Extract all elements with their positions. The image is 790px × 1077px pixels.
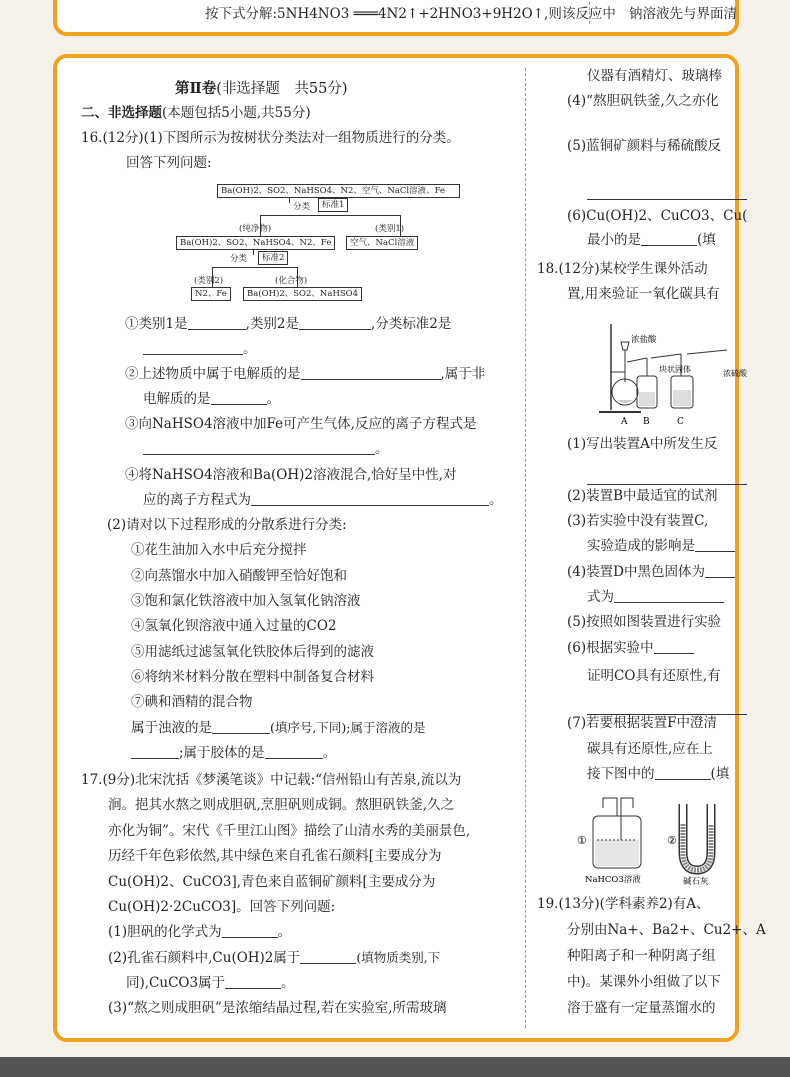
q18-stem-line: 18.(12分)某校学生课外活动 — [537, 261, 708, 277]
tree-criterion-2: 标准2 — [258, 251, 288, 265]
option-1-label: NaHCO3溶液 — [585, 875, 641, 885]
right-text-line: (5)蓝铜矿颜料与稀硫酸反 — [567, 138, 722, 154]
q16-1-line: ①类别1是 ,类别2是 ,分类标准2是 — [125, 316, 452, 332]
q18-line: (2)装置B中最适宜的试剂 — [567, 488, 718, 504]
right-text-line: (4)“熬胆矾铁釜,久之亦化 — [567, 93, 719, 109]
option-1-number: ① — [577, 834, 587, 847]
q18-line: (6)根据实验中 — [567, 640, 694, 657]
answer-blank-line — [587, 471, 747, 488]
answer-blank[interactable] — [225, 975, 281, 989]
right-text-line: 仪器有酒精灯、玻璃棒 — [587, 68, 722, 84]
previous-page-card — [53, 0, 739, 36]
q18-line: 碳具有还原性,应在上 — [587, 741, 713, 757]
tree-node-mixture: 空气、NaCl溶液 — [346, 236, 418, 250]
option-2-label: 碱石灰 — [683, 877, 709, 887]
answer-blank[interactable] — [587, 471, 747, 485]
q17-2-line: (2)孔雀石颜料中,Cu(OH)2属于 (填物质类别,下 — [108, 950, 441, 966]
tree-node-pure: Ba(OH)2、SO2、NaHSO4、N2、Fe — [176, 236, 335, 250]
q17-stem-line: Cu(OH)2、CuCO3],青色来自蓝铜矿颜料[主要成分为 — [108, 874, 436, 890]
answer-blank[interactable] — [212, 720, 270, 734]
column-divider — [589, 2, 590, 24]
option-2-number: ② — [667, 834, 677, 847]
list-item: ①花生油加入水中后充分搅拌 — [131, 542, 307, 558]
q17-stem-line: 历经千年色彩依然,其中绿色来自孔雀石颜料[主要成分为 — [108, 848, 442, 864]
q18-line: 式为 — [587, 589, 724, 606]
answer-blank[interactable] — [131, 745, 179, 759]
q16-2-line2: 电解质的是 。 — [143, 391, 280, 407]
right-text-line: (6)Cu(OH)2、CuCO3、Cu( — [567, 208, 748, 224]
answer-blank[interactable] — [251, 492, 489, 506]
tree-connector — [289, 198, 290, 203]
tree-label-pure: (纯净物) — [239, 224, 272, 234]
q17-1-line: (1)胆矾的化学式为 。 — [108, 924, 292, 940]
q18-line: (7)若要根据装置F中澄清 — [567, 715, 717, 731]
q16-1-line2: 。 — [143, 341, 257, 358]
q17-stem-line: 亦化为铜”。宋代《千里江山图》描绘了山清水秀的美丽景色, — [108, 823, 471, 839]
q19-line: 分别由Na+、Ba2+、Cu2+、A — [567, 922, 766, 938]
q18-line: (4)装置D中黑色固体为 — [567, 564, 735, 581]
q17-stem-line: 涧。挹其水熬之则成胆矾,烹胆矾则成铜。熬胆矾铁釜,久之 — [108, 797, 455, 813]
q16-4-line2: 应的离子方程式为 。 — [143, 492, 503, 508]
label-conc-hcl: 浓盐酸 — [631, 335, 657, 345]
answer-blank[interactable] — [299, 316, 371, 330]
q17-3-line: (3)“熬之则成胆矾”是浓缩结晶过程,若在实验室,所需玻璃 — [108, 1000, 447, 1016]
exam-page-card — [53, 54, 766, 1042]
q19-line: 种阳离子和一种阴离子组 — [567, 948, 716, 964]
answer-blank[interactable] — [695, 538, 735, 552]
right-text-line: 最小的是 (填 — [587, 232, 716, 248]
answer-blank[interactable] — [641, 232, 697, 246]
list-item: ⑤用滤纸过滤氢氧化铁胶体后得到的滤液 — [131, 644, 374, 660]
label-a: A — [621, 417, 628, 427]
q16-stem-line2: 回答下列问题: — [126, 155, 212, 171]
q19-line: 中)。某课外小组做了以下 — [567, 974, 721, 990]
q18-line: 证明CO具有还原性,有 — [587, 668, 721, 684]
tree-root-node: Ba(OH)2、SO2、NaHSO4、N2、空气、NaCl溶液、Fe — [217, 184, 460, 198]
tree-connector — [253, 250, 254, 255]
tree-split-label-2: 分类 — [230, 254, 248, 264]
answer-blank[interactable] — [143, 441, 375, 455]
label-b: B — [643, 417, 650, 427]
bottom-bar — [0, 1057, 790, 1077]
answer-blank[interactable] — [211, 391, 267, 405]
decomposition-equation-line: 按下式分解:5NH4NO3 ═══4N2↑+2HNO3+9H2O↑,则该反应中 — [205, 6, 616, 22]
answer-blank[interactable] — [301, 366, 441, 380]
answer-blank[interactable] — [143, 341, 243, 355]
bottle-options-diagram — [573, 794, 723, 890]
answer-blank[interactable] — [587, 701, 747, 715]
tree-branch-line — [260, 215, 400, 216]
q17-stem-line: 17.(9分)北宋沈括《梦溪笔谈》中记载:“信州铅山有苦泉,流以为 — [81, 772, 462, 788]
q18-stem-line: 置,用来验证一氧化碳具有 — [567, 286, 720, 302]
label-conc-h2so4: 浓硫酸 — [723, 369, 747, 378]
list-item: ⑥将纳米材料分散在塑料中制备复合材料 — [131, 669, 374, 685]
q16-3-line: ③向NaHSO4溶液中加Fe可产生气体,反应的离子方程式是 — [125, 416, 477, 432]
tree-criterion-1: 标准1 — [318, 198, 348, 212]
right-column-fragment: 钠溶液先与界面清 — [629, 6, 737, 22]
q18-line: (1)写出装置A中所发生反 — [567, 436, 718, 452]
apparatus-diagram — [597, 320, 747, 430]
answer-blank-line — [587, 186, 747, 203]
tree-node-compound: Ba(OH)2、SO2、NaHSO4 — [243, 287, 362, 301]
tree-label-compound: (化合物) — [275, 276, 308, 286]
q18-line: (5)按照如图装置进行实验 — [567, 614, 722, 630]
q16-part2-answer-line: 属于浊液的是 (填序号,下同);属于溶液的是 — [131, 720, 426, 736]
section-title: 第Ⅱ卷(非选择题 共55分) — [175, 80, 348, 97]
tree-label-category1: (类别1) — [375, 224, 405, 234]
answer-blank[interactable] — [300, 950, 356, 964]
answer-blank[interactable] — [222, 924, 278, 938]
tree-branch-line — [212, 267, 297, 268]
q16-4-line: ④将NaHSO4溶液和Ba(OH)2溶液混合,恰好呈中性,对 — [125, 467, 457, 483]
tree-node-element: N2、Fe — [191, 287, 231, 301]
q19-line: 19.(13分)(学科素养2)有A、 — [537, 896, 710, 912]
answer-blank[interactable] — [705, 564, 735, 578]
q18-line: (3)若实验中没有装置C, — [567, 513, 709, 529]
q18-line: 接下图中的 (填 — [587, 766, 730, 782]
label-solid: 块状固体 — [659, 365, 691, 374]
q17-2-line2: 同),CuCO3属于 。 — [126, 975, 295, 991]
section-heading: 二、非选择题(本题包括5小题,共55分) — [81, 105, 311, 121]
list-item: ②向蒸馏水中加入硝酸钾至恰好饱和 — [131, 568, 347, 584]
answer-blank[interactable] — [188, 316, 246, 330]
column-divider — [525, 68, 526, 1028]
list-item: ④氢氧化钡溶液中通入过量的CO2 — [131, 618, 337, 634]
answer-blank[interactable] — [655, 766, 711, 780]
q18-line: 实验造成的影响是 — [587, 538, 735, 555]
q16-part2-stem: (2)请对以下过程形成的分散系进行分类: — [107, 517, 347, 533]
answer-blank[interactable] — [654, 640, 694, 654]
answer-blank[interactable] — [587, 186, 747, 200]
list-item: ⑦碘和酒精的混合物 — [131, 694, 253, 710]
q16-part2-answer-line2: ;属于胶体的是 。 — [131, 745, 336, 762]
label-c: C — [677, 417, 684, 427]
q16-3-line2: 。 — [143, 441, 389, 458]
tree-label-category2: (类别2) — [194, 276, 224, 286]
tree-split-label: 分类 — [293, 202, 311, 212]
list-item: ③饱和氯化铁溶液中加入氢氧化钠溶液 — [131, 593, 361, 609]
answer-blank[interactable] — [614, 589, 724, 603]
q17-stem-line: Cu(OH)2·2CuCO3]。回答下列问题: — [108, 899, 336, 915]
q19-line: 溶于盛有一定量蒸馏水的 — [567, 1000, 716, 1016]
q16-stem-line1: 16.(12分)(1)下图所示为按树状分类法对一组物质进行的分类。 — [81, 130, 460, 146]
answer-blank[interactable] — [265, 745, 323, 759]
q16-2-line: ②上述物质中属于电解质的是 ,属于非 — [125, 366, 486, 382]
